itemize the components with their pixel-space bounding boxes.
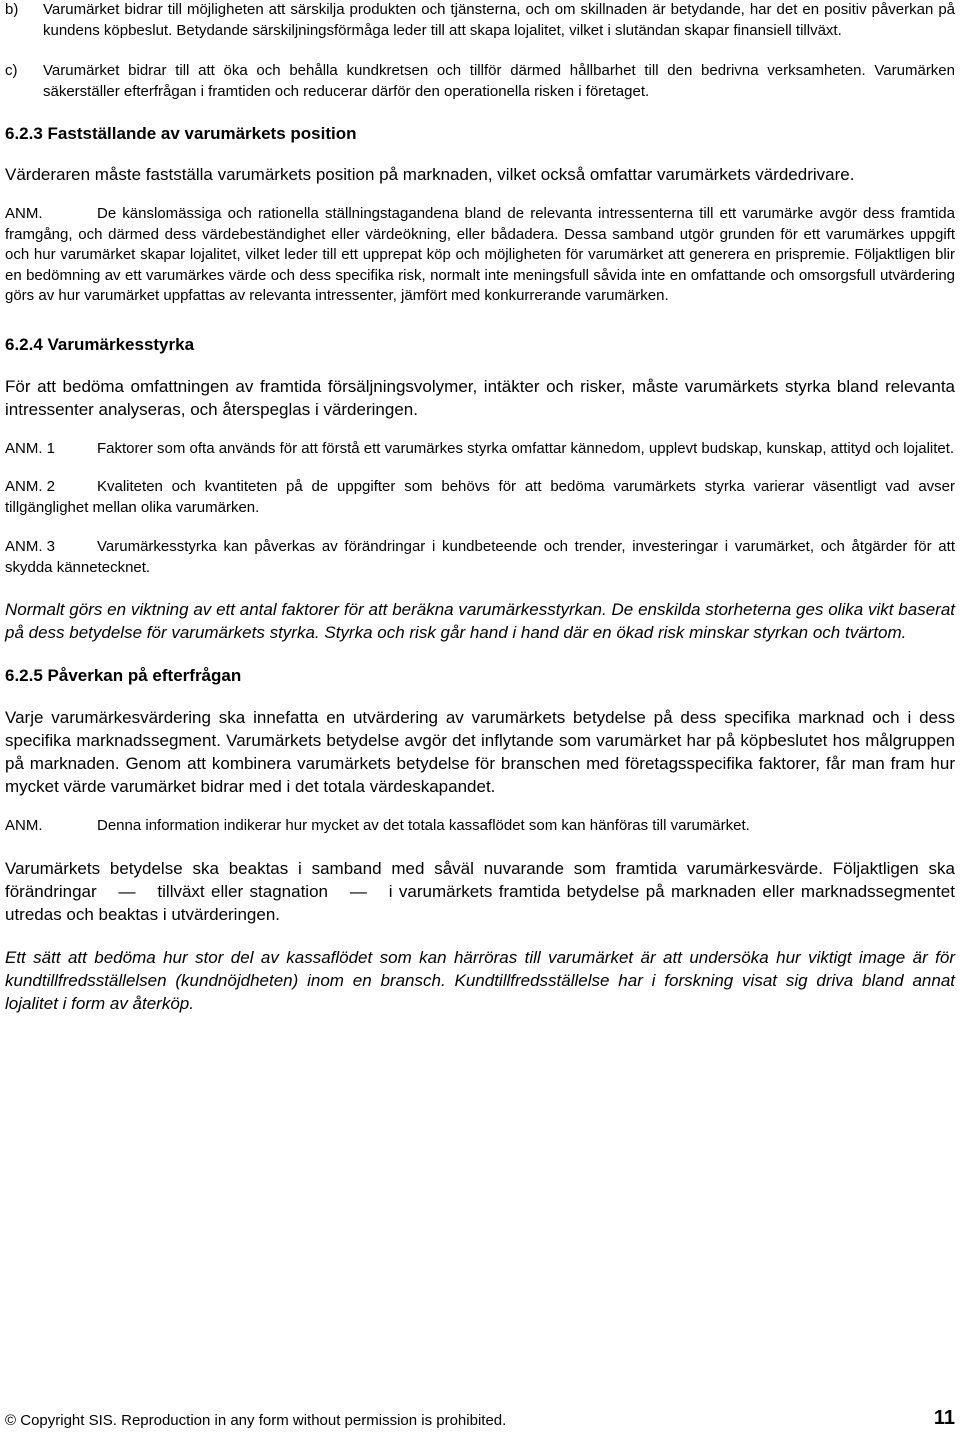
section-paragraph: Varje varumärkesvärdering ska innefatta en utvärdering av varumärkets betydelse på dess specifika marknad och i dess specifika marknadssegment. Varumärkets betydelse avgör det inflytande som varumärket har på köpbeslutet hos målgruppen på marknaden. Genom att kombinera varumärkets betydelse för branschen med företagsspecifika faktorer, får man fram hur mycket värde varumärket bidrar med i det totala värdeskapandet.	[5, 708, 955, 796]
note	[5, 816, 955, 837]
section-paragraph: Värderaren måste fastställa varumärkets position på marknaden, vilket också omfattar varumärkets värdedrivare.	[5, 165, 855, 184]
note-tag: ANM. 1	[5, 439, 56, 457]
list-marker: b)	[5, 1, 19, 18]
section-heading-6-2-4: 6.2.4 Varumärkesstyrka	[5, 334, 195, 354]
paragraph-part: tillväxt eller stagnation	[157, 881, 328, 901]
list-item-b	[5, 0, 955, 41]
section-heading-6-2-3: 6.2.3 Fastställande av varumärkets position	[5, 124, 357, 143]
list-item-c	[5, 61, 955, 102]
note-text: Denna information indikerar hur mycket av det totala kassaflödet som kan hänföras till varumärket.	[97, 817, 750, 834]
list-text: Varumärket bidrar till att öka och behålla kundkretsen och tillför därmed hållbarhet till den bedrivna verksamheten. Varumärken säkerställer efterfrågan i framtiden och reducerar därför den operationella risken i företaget.	[43, 62, 955, 100]
note-text: Kvaliteten och kvantiteten på de uppgifter som behövs för att bedöma varumärkets styrka varierar väsentligt vad avser tillgänglighet mellan olika varumärken.	[5, 478, 955, 516]
list-marker: c)	[5, 62, 18, 79]
document-page	[5, 0, 955, 1015]
copyright-text: Copyright SIS. Reproduction in any form without permission is prohibited.	[20, 1412, 507, 1429]
section-heading-6-2-5: 6.2.5 Påverkan på efterfrågan	[5, 666, 242, 685]
note-tag: ANM.	[5, 205, 43, 222]
page-number: 11	[933, 1407, 955, 1429]
italic-paragraph: Normalt görs en viktning av ett antal faktorer för att beräkna varumärkesstyrkan. De enskilda storheterna ges olika vikt baserat på dess betydelse för varumärkets styrka. Styrka och risk går hand i hand där en ökad risk minskar styrkan och tvärtom.	[5, 600, 955, 642]
note	[5, 204, 955, 307]
section-paragraph-2	[5, 857, 955, 926]
page-footer	[5, 1407, 955, 1433]
copyright-line	[5, 1412, 506, 1429]
note-text: Faktorer som ofta används för att förstå ett varumärkes styrka omfattar kännedom, upplevt budskap, kunskap, attityd och lojalitet.	[97, 439, 955, 457]
note-tag: ANM. 2	[5, 478, 56, 495]
note-2	[5, 477, 955, 518]
paragraph-part: Varumärkets betydelse ska beaktas i samband med såväl nuvarande som framtida varumärkesvärde. Följaktligen ska förändringar	[5, 858, 955, 901]
note-3	[5, 537, 955, 578]
paragraph-part: i varumärkets framtida betydelse på marknaden eller marknadssegmentet utredas och beaktas i utvärderingen.	[5, 881, 955, 924]
copyright-icon: ©	[5, 1412, 17, 1429]
section-paragraph: För att bedöma omfattningen av framtida försäljningsvolymer, intäkter och risker, måste varumärkets styrka bland relevanta intressenter analyseras, och återspeglas i värderingen.	[5, 376, 955, 419]
italic-paragraph: Ett sätt att bedöma hur stor del av kassaflödet som kan härröras till varumärket är att undersöka hur viktigt image är för kundtillfredsställelsen (kundnöjdheten) inom en bransch. Kundtillfredsställelse har i forskning visat sig driva bland annat lojalitet i form av återköp.	[5, 947, 955, 1013]
list-text: Varumärket bidrar till möjligheten att särskilja produkten och tjänsterna, och om skillnaden är betydande, har det en positiv påverkan på kundens köpbeslut. Betydande särskiljningsförmåga leder till att skapa lojalitet, vilket i slutändan skapar finansiell tillväxt.	[43, 1, 955, 39]
em-dash: —	[349, 881, 367, 901]
note-tag: ANM. 3	[5, 538, 56, 555]
note-text: Varumärkesstyrka kan påverkas av förändringar i kundbeteende och trender, investeringar i varumärket, och åtgärder för att skydda kännetecknet.	[5, 538, 955, 576]
note-1	[5, 439, 955, 460]
note-text: De känslomässiga och rationella ställningstagandena bland de relevanta intressenterna till ett varumärke avgör dess framtida framgång, och därmed dess värdebeständighet eller värdeökning, eller bådadera. Dessa samband utgör grunden för ett varumärkes uppgift och hur varumärket skapar lojalitet, vilket leder till ett upprepat köp och möjligheten för varumärket att generera en prispremie. Följaktligen blir en bedömning av ett varumärkes värde och dess specifika risk, normalt inte meningsfull såvida inte en omfattande och omsorgsfull utvärdering görs av hur varumärket uppfattas av relevanta intressenter, jämfört med konkurrerande varumärken.	[5, 205, 955, 304]
em-dash: —	[118, 881, 136, 901]
note-tag: ANM.	[5, 817, 43, 834]
